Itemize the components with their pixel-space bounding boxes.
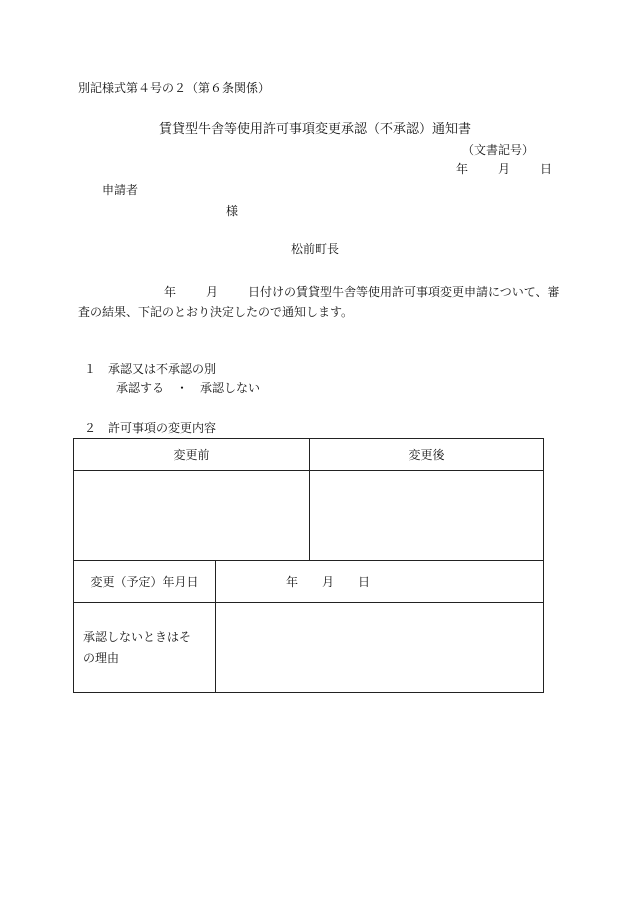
- honorific: 様: [226, 204, 239, 218]
- document-title: 賃貸型牛舎等使用許可事項変更承認（不承認）通知書: [158, 122, 471, 137]
- issue-date: [456, 163, 552, 175]
- body-line-2: 査の結果、下記のとおり決定したので通知します。: [78, 305, 354, 319]
- after-content[interactable]: [310, 471, 543, 560]
- change-date-month: 月: [322, 575, 335, 589]
- date-year: 年: [456, 162, 469, 176]
- body-date-month: 月: [206, 285, 219, 299]
- date-month: 月: [498, 162, 511, 176]
- reason-label-line-1: 承認しないときはそ: [83, 629, 192, 644]
- change-date-value[interactable]: [216, 561, 543, 602]
- document-number: （文書記号）: [462, 143, 535, 157]
- reason-label-line-2: の理由: [83, 650, 120, 665]
- applicant-label: 申請者: [102, 183, 139, 197]
- reason-content[interactable]: [216, 603, 543, 692]
- section1-heading: １ 承認又は不承認の別: [84, 362, 217, 376]
- reason-label: [74, 603, 215, 692]
- body-date-year: 年: [164, 285, 177, 299]
- approval-options: 承認する ・ 承認しない: [116, 381, 261, 395]
- body-line-1: 日付けの賃貸型牛舎等使用許可事項変更申請について、審: [248, 285, 560, 299]
- date-day: 日: [540, 162, 553, 176]
- form-reference: 別記様式第４号の２（第６条関係）: [78, 81, 271, 95]
- before-content[interactable]: [74, 471, 309, 560]
- change-date-day: 日: [358, 575, 371, 589]
- issuer: 松前町長: [290, 242, 339, 256]
- section2-heading: ２ 許可事項の変更内容: [84, 421, 217, 435]
- after-header: 変更後: [408, 448, 445, 462]
- change-date-label: 変更（予定）年月日: [90, 575, 199, 589]
- before-header: 変更前: [173, 448, 210, 462]
- change-date-year: 年: [286, 575, 299, 589]
- body-text: [78, 282, 560, 322]
- change-table: [73, 438, 544, 693]
